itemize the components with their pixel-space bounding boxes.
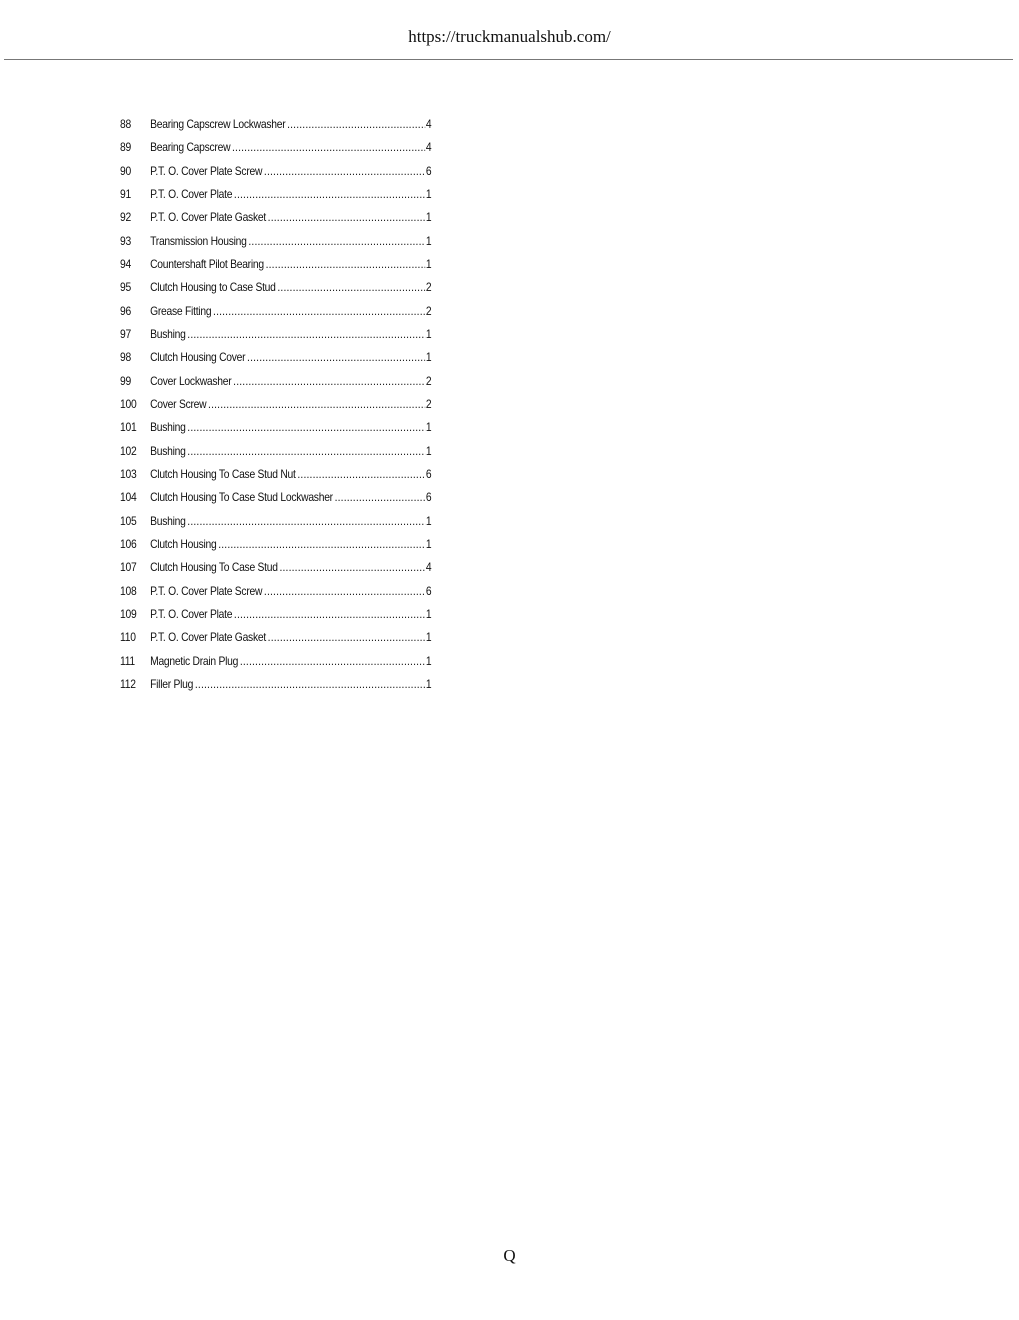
item-number: 92	[120, 210, 131, 225]
dot-leader	[213, 300, 425, 323]
item-description: P.T. O. Cover Plate Screw	[150, 583, 263, 598]
dot-leader	[187, 510, 425, 533]
dot-leader	[232, 136, 425, 159]
item-description: P.T. O. Cover Plate Gasket	[150, 210, 266, 225]
item-quantity: 1	[425, 210, 432, 225]
dot-leader	[335, 486, 425, 509]
item-description: Cover Screw	[150, 396, 207, 411]
item-description-cell	[150, 463, 425, 486]
dot-leader	[266, 253, 425, 276]
item-description-cell	[150, 253, 425, 276]
page-marker: Q	[503, 1246, 516, 1265]
item-quantity: 6	[425, 466, 432, 481]
dot-leader	[287, 113, 425, 136]
dot-leader	[268, 206, 425, 229]
item-quantity: 1	[425, 233, 432, 248]
dot-leader	[264, 580, 425, 603]
item-description-cell	[150, 323, 425, 346]
item-number: 105	[120, 513, 137, 528]
list-item	[120, 416, 431, 439]
item-description-cell	[150, 580, 425, 603]
item-description: Cover Lockwasher	[150, 373, 232, 388]
item-description-cell	[150, 673, 425, 696]
list-item	[120, 113, 431, 136]
item-quantity: 1	[425, 653, 432, 668]
list-item	[120, 580, 431, 603]
item-quantity: 6	[425, 163, 432, 178]
list-item	[120, 673, 431, 696]
dot-leader	[297, 463, 425, 486]
dot-leader	[233, 370, 425, 393]
item-description: Countershaft Pilot Bearing	[150, 256, 264, 271]
item-description-cell	[150, 276, 425, 299]
item-quantity: 1	[425, 536, 432, 551]
item-quantity: 1	[425, 676, 432, 691]
header-url: https://truckmanualshub.com/	[408, 27, 611, 46]
item-description: Filler Plug	[150, 676, 194, 691]
item-description-cell	[150, 113, 425, 136]
item-quantity: 1	[425, 420, 432, 435]
item-number: 111	[120, 653, 135, 668]
item-description: Bushing	[150, 443, 186, 458]
item-number: 90	[120, 163, 131, 178]
item-number: 89	[120, 140, 131, 155]
item-description-cell	[150, 416, 425, 439]
list-item	[120, 603, 431, 626]
item-description: Grease Fitting	[150, 303, 212, 318]
item-number: 107	[120, 560, 137, 575]
item-description: Clutch Housing	[150, 536, 217, 551]
item-description-cell	[150, 206, 425, 229]
item-description: Bushing	[150, 513, 186, 528]
item-description: Bearing Capscrew Lockwasher	[150, 117, 286, 131]
list-item	[120, 136, 431, 159]
dot-leader	[264, 160, 425, 183]
item-quantity: 6	[425, 490, 432, 505]
item-description: Clutch Housing To Case Stud Nut	[150, 466, 296, 481]
item-description: Clutch Housing To Case Stud Lockwasher	[150, 490, 333, 505]
parts-list	[120, 113, 431, 696]
item-number: 88	[120, 117, 131, 131]
item-description-cell	[150, 650, 425, 673]
item-number: 109	[120, 606, 137, 621]
item-description: Clutch Housing To Case Stud	[150, 560, 278, 575]
item-number: 104	[120, 490, 137, 505]
item-description: P.T. O. Cover Plate Gasket	[150, 630, 266, 645]
list-item	[120, 253, 431, 276]
item-description-cell	[150, 603, 425, 626]
item-number: 106	[120, 536, 137, 551]
item-description: Bearing Capscrew	[150, 140, 231, 155]
item-description: P.T. O. Cover Plate	[150, 606, 233, 621]
item-description-cell	[150, 556, 425, 579]
item-description: Bushing	[150, 326, 186, 341]
item-number: 93	[120, 233, 131, 248]
item-number: 94	[120, 256, 131, 271]
item-description: Magnetic Drain Plug	[150, 653, 239, 668]
dot-leader	[277, 276, 425, 299]
item-description-cell	[150, 183, 425, 206]
item-description: Clutch Housing to Case Stud	[150, 280, 276, 295]
item-number: 91	[120, 186, 131, 201]
item-description: P.T. O. Cover Plate Screw	[150, 163, 263, 178]
item-quantity: 2	[425, 373, 432, 388]
list-item	[120, 300, 431, 323]
item-description: Transmission Housing	[150, 233, 247, 248]
item-description-cell	[150, 370, 425, 393]
item-number: 112	[120, 676, 136, 691]
item-description-cell	[150, 136, 425, 159]
item-quantity: 2	[425, 303, 432, 318]
item-quantity: 6	[425, 583, 432, 598]
header-divider	[4, 59, 1013, 60]
item-description-cell	[150, 510, 425, 533]
item-quantity: 1	[425, 186, 432, 201]
item-quantity: 1	[425, 443, 432, 458]
item-description: Bushing	[150, 420, 186, 435]
item-quantity: 1	[425, 326, 432, 341]
list-item	[120, 556, 431, 579]
item-number: 97	[120, 326, 131, 341]
item-quantity: 1	[425, 513, 432, 528]
dot-leader	[187, 440, 425, 463]
item-description: P.T. O. Cover Plate	[150, 186, 233, 201]
list-item	[120, 393, 431, 416]
dot-leader	[240, 650, 425, 673]
item-quantity: 4	[425, 560, 432, 575]
list-item	[120, 346, 431, 369]
dot-leader	[187, 416, 425, 439]
list-item	[120, 206, 431, 229]
item-description-cell	[150, 346, 425, 369]
dot-leader	[234, 603, 425, 626]
item-description-cell	[150, 160, 425, 183]
dot-leader	[208, 393, 425, 416]
item-description-cell	[150, 486, 425, 509]
item-number: 98	[120, 350, 131, 365]
list-item	[120, 463, 431, 486]
item-quantity: 2	[425, 280, 432, 295]
dot-leader	[248, 230, 425, 253]
dot-leader	[247, 346, 425, 369]
item-description-cell	[150, 626, 425, 649]
item-quantity: 1	[425, 256, 432, 271]
item-number: 101	[120, 420, 137, 435]
list-item	[120, 370, 431, 393]
item-number: 100	[120, 396, 137, 411]
list-item	[120, 183, 431, 206]
item-description-cell	[150, 300, 425, 323]
item-description-cell	[150, 393, 425, 416]
item-number: 95	[120, 280, 131, 295]
item-quantity: 2	[425, 396, 432, 411]
dot-leader	[268, 626, 425, 649]
item-description-cell	[150, 440, 425, 463]
item-number: 110	[120, 630, 136, 645]
dot-leader	[195, 673, 425, 696]
item-quantity: 1	[425, 350, 432, 365]
item-description-cell	[150, 533, 425, 556]
item-quantity: 1	[425, 630, 432, 645]
list-item	[120, 510, 431, 533]
list-item	[120, 626, 431, 649]
dot-leader	[218, 533, 425, 556]
item-quantity: 4	[425, 117, 432, 131]
list-item	[120, 486, 431, 509]
item-quantity: 1	[425, 606, 432, 621]
dot-leader	[187, 323, 425, 346]
list-item	[120, 440, 431, 463]
dot-leader	[234, 183, 425, 206]
item-quantity: 4	[425, 140, 432, 155]
item-number: 108	[120, 583, 137, 598]
list-item	[120, 160, 431, 183]
item-description-cell	[150, 230, 425, 253]
list-item	[120, 650, 431, 673]
list-item	[120, 323, 431, 346]
item-description: Clutch Housing Cover	[150, 350, 246, 365]
item-number: 99	[120, 373, 131, 388]
item-number: 103	[120, 466, 137, 481]
list-item	[120, 276, 431, 299]
item-number: 96	[120, 303, 131, 318]
list-item	[120, 230, 431, 253]
item-number: 102	[120, 443, 137, 458]
list-item	[120, 533, 431, 556]
dot-leader	[279, 556, 425, 579]
